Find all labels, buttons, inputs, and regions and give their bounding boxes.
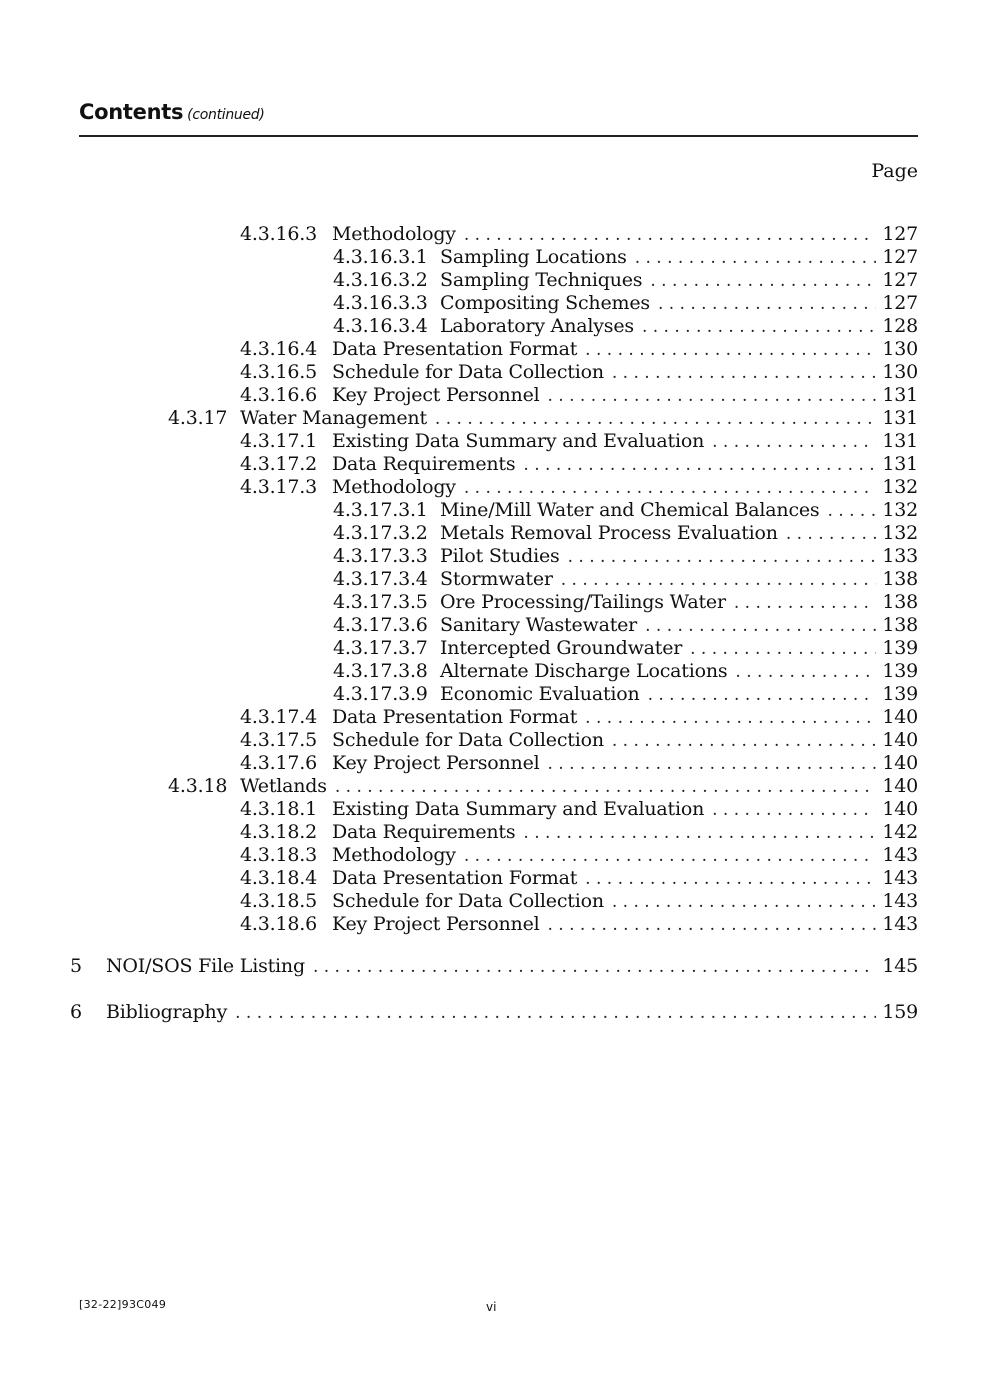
toc-entry-number: 4.3.16.3.4: [333, 315, 428, 337]
toc-entry: [333, 660, 918, 684]
dot-leader: [827, 501, 876, 521]
toc-entry-title: Water Management: [240, 407, 427, 429]
toc-entry-title: Schedule for Data Collection: [332, 729, 604, 751]
toc-entry: [333, 545, 918, 569]
toc-entry-title: Sampling Locations: [440, 246, 627, 268]
toc-entry-title: Existing Data Summary and Evaluation: [332, 798, 705, 820]
dot-leader: [585, 340, 876, 360]
toc-entry-title: Data Presentation Format: [332, 338, 578, 360]
toc-entry-page: 127: [882, 246, 918, 268]
page-title: [79, 100, 265, 124]
toc-entry-page: 130: [882, 361, 918, 383]
toc-entry-page: 133: [882, 545, 918, 567]
toc-entry-title: Bibliography: [106, 1001, 228, 1023]
document-id: [32-22]93C049: [79, 1298, 167, 1311]
toc-entry-number: 4.3.17.3.4: [333, 568, 428, 590]
toc-entry-number: 4.3.17: [168, 407, 228, 429]
toc-entry: [70, 1001, 918, 1025]
toc-entry-title: Schedule for Data Collection: [332, 890, 604, 912]
toc-entry-number: 4.3.16.3.1: [333, 246, 428, 268]
toc-entry-page: 127: [882, 292, 918, 314]
toc-entry: [240, 729, 918, 753]
toc-entry: [240, 798, 918, 822]
toc-entry-page: 140: [882, 706, 918, 728]
dot-leader: [335, 777, 877, 797]
toc-entry-title: Wetlands: [240, 775, 327, 797]
toc-entry-page: 145: [882, 955, 918, 977]
dot-leader: [548, 386, 877, 406]
dot-leader: [548, 754, 877, 774]
toc-entry-title: Sanitary Wastewater: [440, 614, 638, 636]
toc-entry: [240, 752, 918, 776]
toc-entry-number: 4.3.17.3.3: [333, 545, 428, 567]
toc-entry-page: 131: [882, 384, 918, 406]
toc-entry-page: 143: [882, 867, 918, 889]
toc-entry-number: 4.3.17.3.5: [333, 591, 428, 613]
dot-leader: [523, 455, 876, 475]
toc-entry-title: Methodology: [332, 844, 456, 866]
dot-leader: [645, 616, 876, 636]
toc-entry-page: 132: [882, 499, 918, 521]
dot-leader: [650, 271, 876, 291]
toc-entry: [333, 292, 918, 316]
toc-entry-page: 143: [882, 913, 918, 935]
toc-entry-page: 131: [882, 430, 918, 452]
toc-entry-number: 4.3.17.2: [240, 453, 317, 475]
toc-entry-page: 127: [882, 269, 918, 291]
dot-leader: [612, 363, 876, 383]
dot-leader: [648, 685, 877, 705]
toc-entry-title: Data Presentation Format: [332, 867, 578, 889]
toc-entry-page: 140: [882, 775, 918, 797]
toc-entry-title: Data Requirements: [332, 453, 516, 475]
toc-entry-title: Alternate Discharge Locations: [440, 660, 728, 682]
toc-entry-title: Economic Evaluation: [440, 683, 640, 705]
dot-leader: [734, 593, 877, 613]
toc-entry-number: 4.3.17.5: [240, 729, 317, 751]
toc-entry-number: 4.3.18.6: [240, 913, 317, 935]
toc-entry-number: 4.3.17.4: [240, 706, 317, 728]
dot-leader: [612, 892, 876, 912]
toc-entry-title: Mine/Mill Water and Chemical Balances: [440, 499, 820, 521]
toc-entry-number: 4.3.18.4: [240, 867, 317, 889]
header-rule: [79, 135, 918, 137]
toc-entry: [333, 614, 918, 638]
dot-leader: [464, 478, 877, 498]
toc-entry: [240, 361, 918, 385]
dot-leader: [712, 432, 876, 452]
toc-entry: [168, 407, 918, 431]
toc-entry-number: 4.3.17.3.7: [333, 637, 428, 659]
toc-entry-number: 4.3.17.6: [240, 752, 317, 774]
dot-leader: [635, 248, 877, 268]
toc-entry: [168, 775, 918, 799]
toc-entry: [240, 913, 918, 937]
toc-entry-title: Pilot Studies: [440, 545, 560, 567]
toc-entry-page: 128: [882, 315, 918, 337]
toc-entry: [240, 706, 918, 730]
toc-entry-page: 139: [882, 637, 918, 659]
toc-entry: [240, 476, 918, 500]
toc-entry-number: 4.3.17.3.8: [333, 660, 428, 682]
toc-entry-page: 159: [882, 1001, 918, 1023]
toc-entry-title: Key Project Personnel: [332, 752, 540, 774]
toc-entry-number: 4.3.16.6: [240, 384, 317, 406]
toc-entry-title: Schedule for Data Collection: [332, 361, 604, 383]
toc-entry-title: Data Presentation Format: [332, 706, 578, 728]
toc-entry-number: 4.3.17.3.9: [333, 683, 428, 705]
toc-entry-page: 143: [882, 844, 918, 866]
toc-entry-number: 4.3.18: [168, 775, 228, 797]
dot-leader: [642, 317, 876, 337]
toc-entry-number: 4.3.16.3.2: [333, 269, 428, 291]
toc-entry: [240, 821, 918, 845]
toc-entry-number: 4.3.18.2: [240, 821, 317, 843]
page-column-label: Page: [871, 160, 918, 182]
dot-leader: [612, 731, 876, 751]
dot-leader: [313, 957, 876, 977]
toc-entry-page: 138: [882, 591, 918, 613]
toc-entry: [333, 568, 918, 592]
toc-entry-page: 138: [882, 614, 918, 636]
toc-entry-page: 139: [882, 683, 918, 705]
toc-entry-number: 4.3.16.4: [240, 338, 317, 360]
dot-leader: [690, 639, 876, 659]
toc-entry-page: 138: [882, 568, 918, 590]
toc-entry-number: 4.3.17.3.6: [333, 614, 428, 636]
toc-entry: [240, 890, 918, 914]
dot-leader: [735, 662, 876, 682]
toc-entry-number: 4.3.16.3: [240, 223, 317, 245]
toc-entry: [333, 522, 918, 546]
dot-leader: [464, 225, 877, 245]
toc-entry: [240, 844, 918, 868]
toc-entry-page: 139: [882, 660, 918, 682]
toc-entry: [240, 223, 918, 247]
toc-entry: [240, 430, 918, 454]
toc-entry-number: 4.3.18.1: [240, 798, 317, 820]
toc-entry: [333, 246, 918, 270]
toc-entry-title: Data Requirements: [332, 821, 516, 843]
toc-entry-page: 130: [882, 338, 918, 360]
toc-entry: [333, 637, 918, 661]
toc-entry-number: 4.3.16.5: [240, 361, 317, 383]
toc-entry-title: Compositing Schemes: [440, 292, 650, 314]
page-title-text: Contents: [79, 100, 184, 124]
dot-leader: [585, 708, 876, 728]
dot-leader: [235, 1003, 876, 1023]
toc-entry-page: 142: [882, 821, 918, 843]
toc-entry-number: 4.3.17.1: [240, 430, 317, 452]
toc-entry: [240, 338, 918, 362]
toc-entry-title: Methodology: [332, 223, 456, 245]
toc-entry: [240, 453, 918, 477]
toc-entry-page: 140: [882, 752, 918, 774]
page-title-subtitle: (continued): [187, 107, 265, 123]
toc-entry-title: Key Project Personnel: [332, 384, 540, 406]
dot-leader: [568, 547, 877, 567]
toc-entry-number: 4.3.17.3.1: [333, 499, 428, 521]
toc-entry-title: Laboratory Analyses: [440, 315, 634, 337]
toc-entry: [333, 683, 918, 707]
dot-leader: [464, 846, 877, 866]
toc-entry-page: 132: [882, 476, 918, 498]
dot-leader: [548, 915, 877, 935]
toc-entry: [240, 384, 918, 408]
toc-entry-title: Methodology: [332, 476, 456, 498]
toc-entry-page: 143: [882, 890, 918, 912]
dot-leader: [786, 524, 877, 544]
dot-leader: [658, 294, 876, 314]
toc-entry-number: 4.3.17.3.2: [333, 522, 428, 544]
toc-entry-number: 4.3.17.3: [240, 476, 317, 498]
toc-entry-number: 6: [70, 1001, 82, 1023]
toc-entry-title: NOI/SOS File Listing: [106, 955, 305, 977]
toc-entry-title: Existing Data Summary and Evaluation: [332, 430, 705, 452]
toc-entry-page: 140: [882, 729, 918, 751]
toc-entry: [333, 269, 918, 293]
toc-entry-page: 140: [882, 798, 918, 820]
toc-entry-number: 4.3.16.3.3: [333, 292, 428, 314]
toc-entry-page: 131: [882, 407, 918, 429]
toc-entry: [240, 867, 918, 891]
toc-entry-title: Key Project Personnel: [332, 913, 540, 935]
toc-entry: [70, 955, 918, 979]
toc-entry-number: 4.3.18.3: [240, 844, 317, 866]
dot-leader: [523, 823, 876, 843]
toc-entry-page: 131: [882, 453, 918, 475]
toc-entry-number: 5: [70, 955, 82, 977]
dot-leader: [561, 570, 877, 590]
toc-entry: [333, 315, 918, 339]
toc-entry-title: Ore Processing/Tailings Water: [440, 591, 726, 613]
toc-entry-title: Stormwater: [440, 568, 553, 590]
footer-page-number: vi: [486, 1300, 497, 1314]
toc-entry-number: 4.3.18.5: [240, 890, 317, 912]
toc-entry: [333, 499, 918, 523]
toc-entry-title: Sampling Techniques: [440, 269, 643, 291]
dot-leader: [712, 800, 876, 820]
dot-leader: [435, 409, 876, 429]
dot-leader: [585, 869, 876, 889]
toc-entry-title: Intercepted Groundwater: [440, 637, 683, 659]
toc-entry: [333, 591, 918, 615]
toc-entry-page: 127: [882, 223, 918, 245]
toc-entry-page: 132: [882, 522, 918, 544]
toc-entry-title: Metals Removal Process Evaluation: [440, 522, 778, 544]
